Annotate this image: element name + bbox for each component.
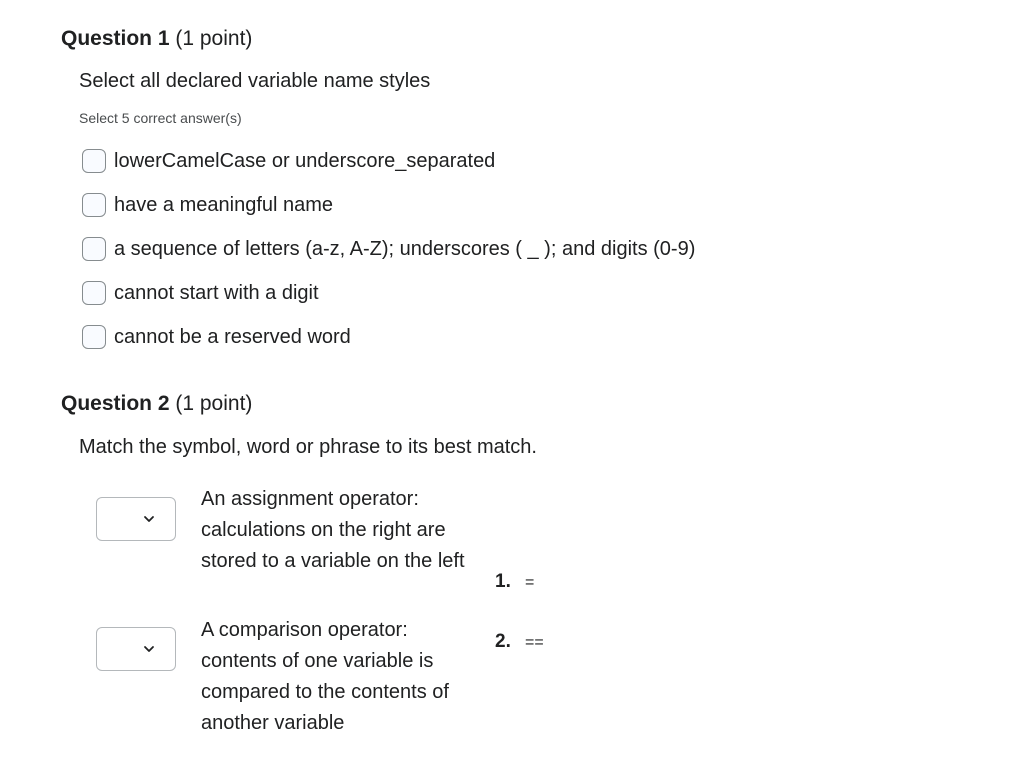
question-2-prompt: Match the symbol, word or phrase to its best match.: [79, 436, 537, 458]
answer-2-symbol: ==: [525, 634, 544, 651]
choice-3-label[interactable]: a sequence of letters (a-z, A-Z); underscores ( _ ); and digits (0-9): [114, 238, 696, 260]
question-2-heading: [61, 390, 252, 418]
match-select-2[interactable]: [96, 627, 176, 671]
answer-2-number: 2.: [495, 631, 511, 652]
answer-option-2: [495, 630, 544, 655]
chevron-down-icon: [143, 513, 155, 525]
choice-3[interactable]: [82, 235, 695, 263]
choice-2-checkbox[interactable]: [82, 193, 106, 217]
question-2-number: Question 2: [61, 392, 170, 415]
choice-5-checkbox[interactable]: [82, 325, 106, 349]
question-1-hint: Select 5 correct answer(s): [79, 110, 242, 126]
choice-4[interactable]: [82, 279, 319, 307]
choice-1-checkbox[interactable]: [82, 149, 106, 173]
choice-2[interactable]: [82, 191, 333, 219]
match-item-2-text: A comparison operator: contents of one variable is compared to the contents of another variable: [201, 619, 449, 734]
choice-5[interactable]: [82, 323, 351, 351]
question-2-points: (1 point): [175, 392, 253, 415]
chevron-down-icon: [143, 643, 155, 655]
question-1-points: (1 point): [175, 27, 253, 50]
choice-5-label[interactable]: cannot be a reserved word: [114, 326, 351, 348]
choice-1[interactable]: [82, 147, 495, 175]
choice-4-checkbox[interactable]: [82, 281, 106, 305]
question-1-number: Question 1: [61, 27, 170, 50]
answer-1-symbol: =: [525, 574, 535, 591]
question-1-heading: [61, 25, 252, 53]
question-1-prompt: Select all declared variable name styles: [79, 70, 431, 92]
answer-1-number: 1.: [495, 571, 511, 592]
answer-option-1: [495, 570, 534, 595]
choice-4-label[interactable]: cannot start with a digit: [114, 282, 319, 304]
choice-2-label[interactable]: have a meaningful name: [114, 194, 334, 216]
match-item-1-text: An assignment operator: calculations on the right are stored to a variable on the left: [201, 488, 465, 572]
choice-1-label[interactable]: lowerCamelCase or underscore_separated: [114, 150, 496, 172]
choice-3-checkbox[interactable]: [82, 237, 106, 261]
match-select-1[interactable]: [96, 497, 176, 541]
